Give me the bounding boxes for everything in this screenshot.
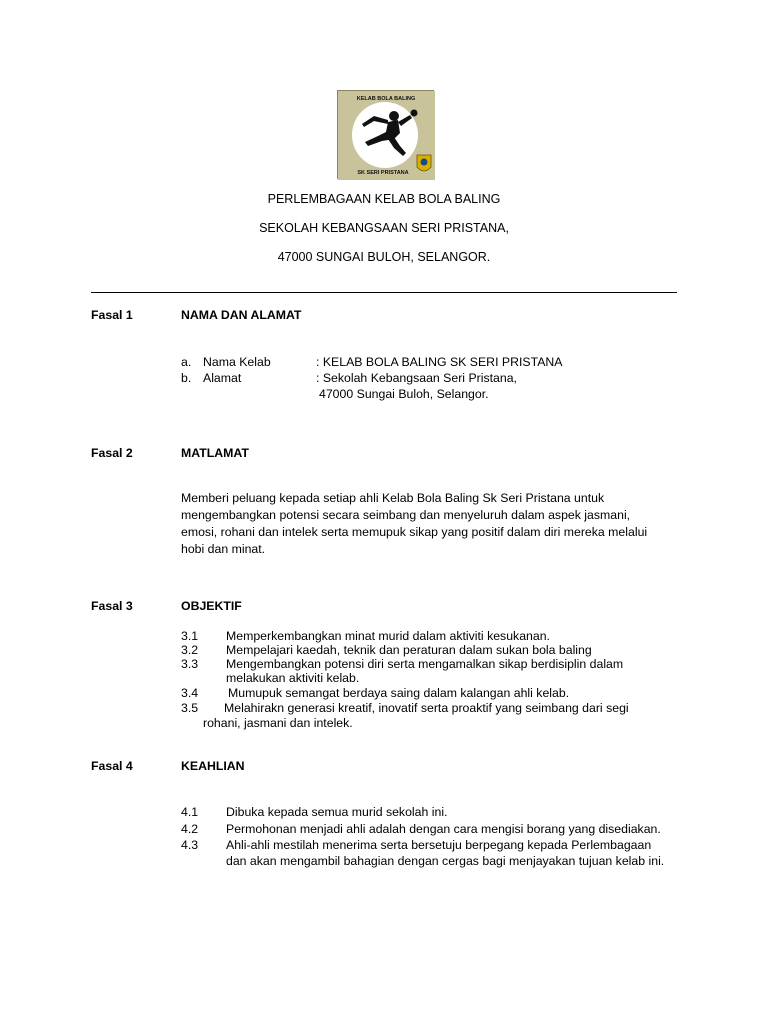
objective-text: Melahirakn generasi kreatif, inovatif serta proaktif yang seimbang dari segi xyxy=(224,701,629,715)
fasal-1-item-b-value: : Sekolah Kebangsaan Seri Pristana, xyxy=(316,371,517,385)
objective-number: 3.4 xyxy=(181,686,199,700)
fasal-1-title: NAMA DAN ALAMAT xyxy=(181,308,302,322)
horizontal-rule xyxy=(91,292,677,293)
fasal-1-label: Fasal 1 xyxy=(91,308,133,322)
fasal-4-label: Fasal 4 xyxy=(91,759,133,773)
objective-number: 3.3 xyxy=(181,657,199,671)
objective-text: Mempelajari kaedah, teknik dan peraturan dalam sukan bola baling xyxy=(226,643,592,657)
objective-text: Mengembangkan potensi diri serta mengamalkan sikap berdisiplin dalam xyxy=(226,657,624,671)
fasal-2-label: Fasal 2 xyxy=(91,446,133,460)
fasal-1-item-b-key: Alamat xyxy=(203,371,242,385)
document-title: PERLEMBAGAAN KELAB BOLA BALING xyxy=(267,192,501,206)
school-address: 47000 SUNGAI BULOH, SELANGOR. xyxy=(277,250,491,264)
school-name: SEKOLAH KEBANGSAAN SERI PRISTANA, xyxy=(259,221,509,235)
logo-bottom-text: SK SERI PRISTANA xyxy=(357,170,409,176)
fasal-2-paragraph-line: emosi, rohani dan intelek serta memupuk sikap yang positif dalam diri mereka melalui xyxy=(181,525,648,539)
fasal-1-item-a-key: Nama Kelab xyxy=(203,355,271,369)
fasal-1-address-line2: 47000 Sungai Buloh, Selangor. xyxy=(319,387,489,401)
fasal-2-paragraph-line: Memberi peluang kepada setiap ahli Kelab Bola Baling Sk Seri Pristana untuk xyxy=(181,491,605,505)
fasal-3-title: OBJEKTIF xyxy=(181,599,242,613)
fasal-2-title: MATLAMAT xyxy=(181,446,249,460)
objective-number: 3.5 xyxy=(181,701,199,715)
membership-number: 4.2 xyxy=(181,822,199,836)
fasal-3-label: Fasal 3 xyxy=(91,599,133,613)
objective-number: 3.1 xyxy=(181,629,199,643)
objective-number: 3.2 xyxy=(181,643,199,657)
membership-text: Permohonan menjadi ahli adalah dengan cara mengisi borang yang disediakan. xyxy=(226,822,661,836)
fasal-1-item-b-marker: b. xyxy=(181,371,192,385)
school-crest-icon xyxy=(417,155,431,171)
membership-number: 4.1 xyxy=(181,805,199,819)
fasal-1-item-a-value: : KELAB BOLA BALING SK SERI PRISTANA xyxy=(316,355,563,369)
objective-text: Mumupuk semangat berdaya saing dalam kalangan ahli kelab. xyxy=(228,686,570,700)
membership-text-continued: dan akan mengambil bahagian dengan cergas bagi menjayakan tujuan kelab ini. xyxy=(226,854,665,868)
fasal-2-paragraph-line: hobi dan minat. xyxy=(181,542,266,556)
membership-text: Ahli-ahli mestilah menerima serta bersetuju berpegang kepada Perlembagaan xyxy=(226,838,652,852)
fasal-4-title: KEAHLIAN xyxy=(181,759,245,773)
club-logo xyxy=(337,90,434,179)
fasal-2-paragraph-line: mengembangkan potensi secara seimbang dan menyeluruh dalam aspek jasmani, xyxy=(181,508,631,522)
objective-text-continued: rohani, jasmani dan intelek. xyxy=(203,716,353,730)
handball-player-emblem xyxy=(338,91,435,180)
logo-top-text: KELAB BOLA BALING xyxy=(356,96,416,102)
membership-number: 4.3 xyxy=(181,838,199,852)
membership-text: Dibuka kepada semua murid sekolah ini. xyxy=(226,805,448,819)
fasal-1-item-a-marker: a. xyxy=(181,355,192,369)
objective-text-continued: melakukan aktiviti kelab. xyxy=(226,671,360,685)
objective-text: Memperkembangkan minat murid dalam aktiviti kesukanan. xyxy=(226,629,550,643)
